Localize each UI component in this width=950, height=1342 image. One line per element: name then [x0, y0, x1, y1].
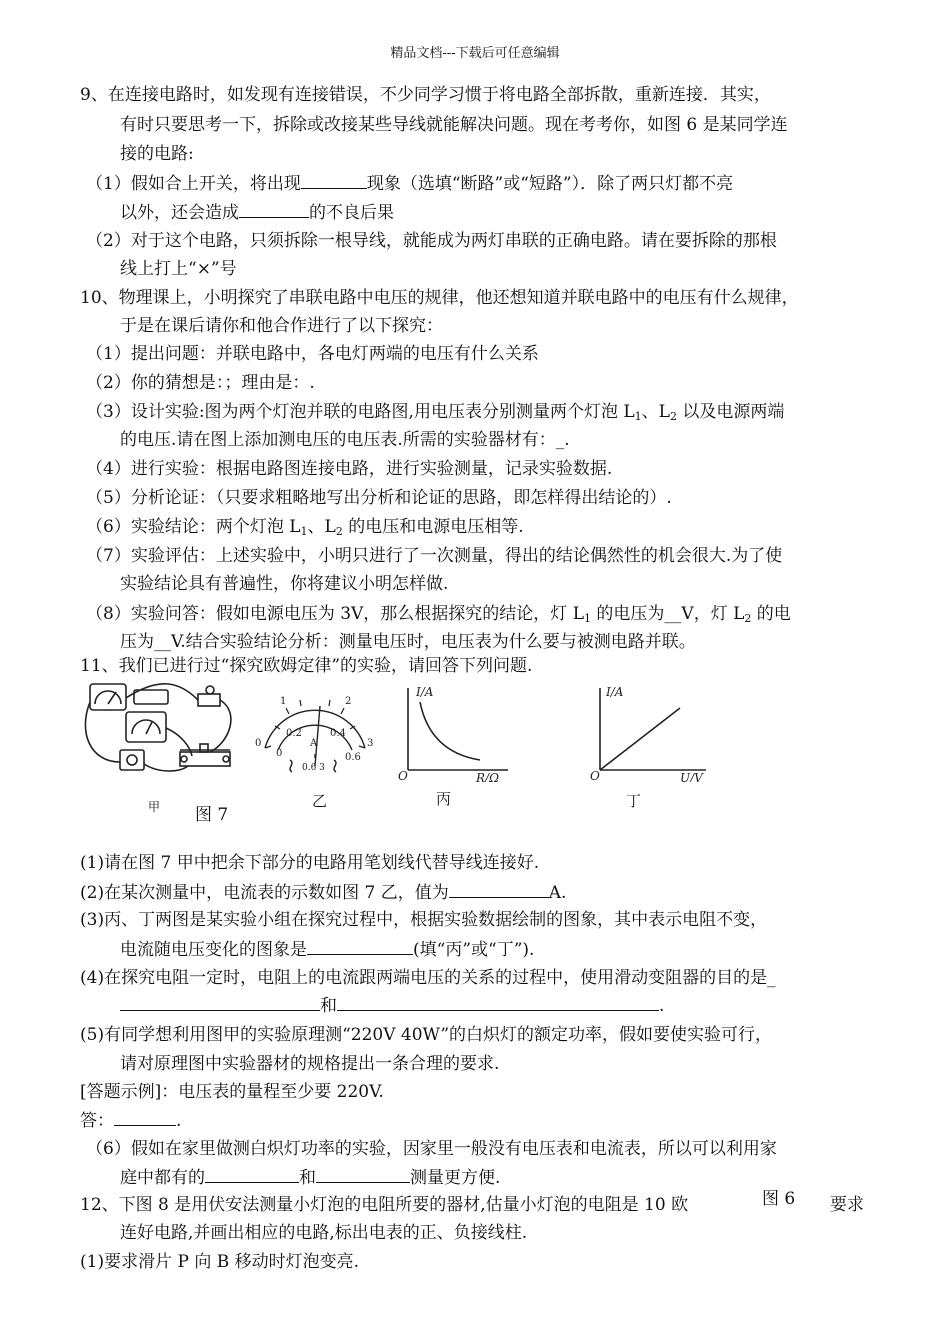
q9-line1: 9、在连接电路时，如发现有连接错误，不少同学习惯于将电路全部拆散，重新连接．其实，	[80, 85, 771, 105]
q10-step3-text-c: 以及电源两端	[676, 402, 785, 422]
figure-ding-label: 丁	[626, 792, 642, 810]
meter-tick-06: 0.6	[345, 752, 361, 763]
q9-part1	[86, 172, 733, 195]
q11-example: [答题示例]：电压表的量程至少要 220V.	[80, 1082, 384, 1102]
q11-part4: (4)在探究电阻一定时，电阻上的电流跟两端电压的关系的过程中，使用滑动变阻器的目的是_	[80, 968, 776, 988]
q10-step3-text-b: 、L	[641, 402, 670, 422]
q10-line2: 于是在课后请你和他合作进行了以下探究：	[120, 316, 443, 336]
q11-part6-text-b: 庭中都有的	[120, 1168, 205, 1188]
q9-part1-text-b: 现象（选填“断路”或“短路”）．除了两只灯都不亮	[366, 174, 734, 194]
q10-line1: 10、物理课上，小明探究了串联电路中电压的规律，他还想知道并联电路中的电压有什么规律，	[80, 288, 799, 308]
figure-6-caption: 图 6	[762, 1189, 796, 1209]
q11-blank-purpose1[interactable]	[120, 994, 320, 1011]
q11-blank-device1[interactable]	[205, 1166, 299, 1183]
figure-yi-ammeter	[250, 686, 380, 786]
q11-part4-text-c: .	[659, 996, 665, 1016]
meter-tick-3: 3	[367, 738, 374, 749]
q9-blank-phenomenon[interactable]	[301, 172, 367, 189]
meter-tick-2: 2	[345, 696, 352, 707]
q11-blank-current[interactable]	[449, 881, 549, 898]
page-header: 精品文档---下载后可任意编辑	[390, 46, 560, 61]
q11-answer	[80, 1109, 181, 1132]
q9-part2: （2）对于这个电路，只须拆除一根导线，就能成为两灯串联的正确电路。请在要拆除的那根	[86, 231, 777, 251]
meter-tick-04: 0.4	[330, 728, 346, 739]
q10-step3-text-a: （3）设计实验:图为两个灯泡并联的电路图,用电压表分别测量两个灯泡 L	[86, 402, 635, 422]
figure-bing-label: 丙	[436, 790, 452, 808]
q9-line3: 接的电路:	[120, 144, 194, 164]
q11-blank-purpose2[interactable]	[337, 994, 659, 1011]
q10-step6-text-a: （6）实验结论：两个灯泡 L	[86, 517, 301, 537]
figure-bing-graph	[396, 682, 516, 782]
q11-blank-device2[interactable]	[316, 1166, 410, 1183]
q11-part6: （6）假如在家里做测白炽灯功率的实验，因家里一般没有电压表和电流表，所以可以利用家	[86, 1139, 777, 1159]
q9-part2-cont: 线上打上“×”号	[120, 259, 237, 279]
figure-jia-label: 甲	[148, 800, 161, 814]
q12-line1: 12、下图 8 是用伏安法测量小灯泡的电阻所要的器材,估量小灯泡的电阻是 10 欧	[80, 1195, 689, 1215]
q10-step4: （4）进行实验：根据电路图连接电路，进行实验测量，记录实验数据.	[86, 459, 613, 479]
q11-part2-text-b: A.	[548, 883, 567, 903]
q12-require: 要求	[830, 1195, 864, 1215]
q11-part1: (1)请在图 7 甲中把余下部分的电路用笔划线代替导线连接好.	[80, 853, 540, 873]
q10-step7: （7）实验评估：上述实验中，小明只进行了一次测量，得出的结论偶然性的机会很大.为了使	[86, 546, 783, 566]
q9-blank-consequence[interactable]	[239, 201, 309, 218]
meter-tick-0-small: 0	[276, 748, 283, 759]
q11-part2-text-a: (2)在某次测量中，电流表的示数如图 7 乙，值为	[80, 883, 449, 903]
q10-step6-sub2: 2	[335, 525, 343, 538]
q11-answer-label: 答：	[80, 1111, 114, 1131]
q12-line2: 连好电路,并画出相应的电路,标出电表的正、负接线柱.	[120, 1223, 528, 1243]
q10-step3-cont: 的电压.请在图上添加测电压的电压表.所需的实验器材有：_.	[120, 430, 570, 450]
bing-y-label: I/A	[416, 685, 434, 699]
q11-part3-cont	[120, 938, 534, 961]
q10-step8-text-a: （8）实验问答：假如电源电压为 3V，那么根据探究的结论，灯 L	[86, 604, 585, 624]
figure-ding-graph	[588, 682, 718, 782]
q10-step8-cont: 压为__V.结合实验结论分析：测量电压时，电压表为什么要与被测电路并联。	[120, 632, 696, 652]
ding-origin: O	[590, 769, 600, 782]
q11-answer-end: .	[176, 1111, 182, 1131]
q10-step3-sub2: 2	[669, 410, 677, 423]
q11-part5-cont: 请对原理图中实验器材的规格提出一条合理的要求.	[120, 1054, 500, 1074]
q11-line1: 11、我们已进行过“探究欧姆定律”的实验，请回答下列问题.	[80, 656, 533, 676]
q9-part1-text-d: 的不良后果	[309, 203, 394, 223]
figure-jia-apparatus	[80, 672, 240, 784]
q10-step6-text-b: 、L	[307, 517, 336, 537]
q10-step3-sub1: 1	[634, 410, 642, 423]
q11-part6-text-d: 测量更方便.	[410, 1168, 501, 1188]
q10-step8-text-b: 的电压为__V，灯 L	[591, 604, 745, 624]
q10-step2: （2）你的猜想是：；理由是：.	[86, 373, 315, 393]
q9-part1-cont	[120, 201, 394, 224]
meter-tick-1: 1	[280, 696, 287, 707]
q10-step8-sub2: 2	[744, 612, 752, 625]
ding-x-label: U/V	[680, 771, 703, 782]
q10-step6-sub1: 1	[300, 525, 308, 538]
q11-part3: (3)丙、丁两图是某实验小组在探究过程中，根据实验数据绘制的图象，其中表示电阻不变，	[80, 910, 768, 930]
q10-step3	[86, 401, 784, 423]
q9-part1-text-c: 以外，还会造成	[120, 203, 239, 223]
q11-part4-text-b: 和	[320, 996, 337, 1016]
q10-step6	[86, 516, 524, 538]
q10-step8-text-c: 的电	[751, 604, 791, 624]
figure-yi-label: 乙	[312, 792, 328, 810]
q10-step5: （5）分析论证：（只要求粗略地写出分析和论证的思路，即怎样得出结论的）.	[86, 488, 672, 508]
q10-step6-text-c: 的电压和电源电压相等.	[342, 517, 524, 537]
meter-unit: A	[310, 738, 318, 749]
meter-tick-02: 0.2	[286, 728, 302, 739]
q11-blank-graph[interactable]	[307, 938, 413, 955]
meter-tick-0: 0	[255, 738, 262, 749]
q11-part3-text-b: 电流随电压变化的图象是	[120, 940, 307, 960]
q11-part6-cont	[120, 1166, 500, 1189]
q10-step1: （1）提出问题：并联电路中，各电灯两端的电压有什么关系	[86, 344, 539, 364]
q9-part1-text-a: （1）假如合上开关，将出现	[86, 174, 301, 194]
q10-step7-cont: 实验结论具有普遍性，你将建议小明怎样做.	[120, 574, 449, 594]
q11-part2	[80, 881, 566, 904]
q11-blank-answer[interactable]	[114, 1109, 176, 1126]
q11-part5: (5)有同学想利用图甲的实验原理测“220V 40W”的白炽灯的额定功率，假如要使实验可行，	[80, 1025, 773, 1045]
q10-step8	[86, 603, 791, 625]
bing-x-label: R/Ω	[476, 771, 500, 782]
q12-part1: (1)要求滑片 P 向 B 移动时灯泡变亮.	[80, 1252, 360, 1272]
q11-part6-text-c: 和	[299, 1168, 316, 1188]
figure-7-caption: 图 7	[195, 805, 229, 825]
q10-step8-sub1: 1	[584, 612, 592, 625]
q11-part3-text-c: (填“丙”或“丁”).	[413, 940, 535, 960]
q9-line2: 有时只要思考一下，拆除或改接某些导线就能解决问题。现在考考你，如图 6 是某同学连	[120, 115, 788, 135]
bing-origin: O	[398, 769, 408, 782]
figure-7	[80, 672, 800, 832]
q11-part4-cont	[120, 994, 664, 1017]
ding-y-label: I/A	[606, 685, 624, 699]
meter-terminals: 0.6 3	[302, 763, 325, 773]
